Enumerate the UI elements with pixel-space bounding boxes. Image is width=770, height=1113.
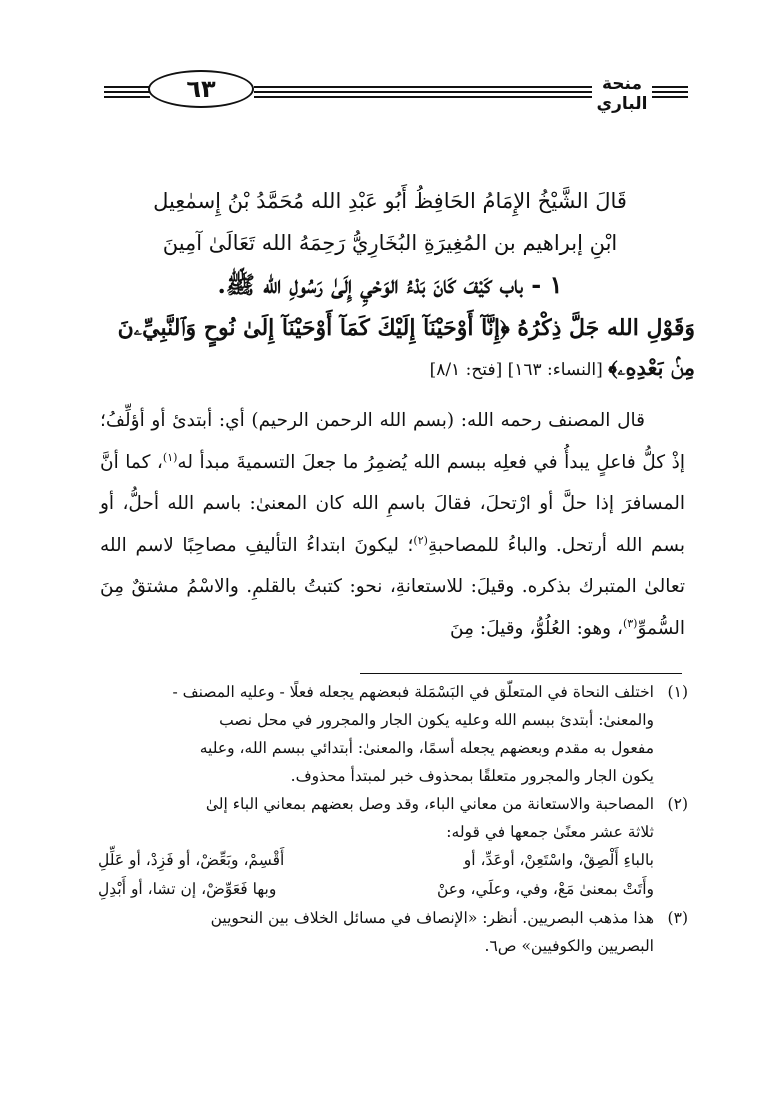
- header-rule: [650, 91, 688, 93]
- poem-hemistich: بالباءِ أَلْصِقْ، واسْتَعِنْ، أوعَدِّ، أو: [463, 851, 654, 869]
- footnote-ref-2[interactable]: (٢): [413, 533, 428, 547]
- header-rule: [104, 86, 150, 88]
- verse-citation: [النساء: ١٦٣] [فتح: ٨/١]: [429, 360, 603, 380]
- footnote-number: (١): [667, 683, 688, 701]
- quran-verse: [105, 308, 695, 390]
- body-text-segment: ، وهو: العُلُوُّ، وقيلَ: مِنَ: [450, 617, 623, 639]
- footnote-line: يكون الجار والمجرور متعلقًا بمحذوف خبر لمبتدأ محذوف.: [290, 767, 654, 785]
- body-text-segment: قال المصنف رحمه الله: (بسم الله الرحمن الرحيم) أي: أبتدئ أو أؤلِّفُ؛ إذْ كلُّ فاعلٍ يبدأُ في فعلِه ببسم الله يُضمِرُ ما جعلَ التسميةَ مبدأ له: [100, 410, 685, 473]
- intro-line-2: ابْنِ إبراهيم بن المُغِيرَةِ البُخَارِيُّ رَحِمَهُ الله تَعَالَىٰ آمِينَ: [162, 231, 618, 255]
- footnote-line: اختلف النحاة في المتعلّق في البَسْمَلة فبعضهم يجعله فعلًا - وعليه المصنف -: [172, 683, 654, 701]
- commentary-paragraph: [100, 400, 685, 649]
- header-rule: [650, 86, 688, 88]
- poem-row: [98, 875, 654, 904]
- footnote-line: ثلاثة عشر معنًىٰ جمعها في قوله:: [446, 823, 654, 841]
- footnote-line: مفعول به مقدم وبعضهم يجعله أسمًا، والمعنىٰ: أبتدائي ببسم الله، وعليه: [199, 739, 654, 757]
- footnotes: [98, 678, 688, 960]
- verse-line-2-quran: مِنۢ بَعْدِهِۦ﴾: [608, 355, 695, 380]
- body-text-segment: ؛ ليكونَ ابتداءُ التأليفِ مصاحِبًا لاسم الله تعالىٰ المتبرك بذكره. وقيلَ: للاستعانةِ، نحو: كتبتُ بالقلمِ. والاسْمُ مشتقٌ مِنَ السُّموِّ: [100, 534, 685, 639]
- header-rule: [650, 96, 688, 98]
- header-rule: [104, 91, 150, 93]
- footnote-line: المصاحبة والاستعانة من معاني الباء، وقد وصل بعضهم بمعاني الباء إلىٰ: [205, 795, 654, 813]
- poem-hemistich: وبها فَعَوِّضْ، إن تشا، أو أَبْدِلِ: [98, 880, 277, 898]
- poem-hemistich: وأَتَتْ بمعنىٰ مَعْ، وفي، وعلَي، وعنْ: [437, 880, 654, 898]
- footnote-line: والمعنىٰ: أبتدئ ببسم الله وعليه يكون الجار والمجرور في محل نصب: [219, 711, 654, 729]
- footnote-line: هذا مذهب البصريين. أنظر: «الإنصاف في مسائل الخلاف بين النحويين: [210, 909, 654, 927]
- header-rule: [254, 96, 594, 98]
- footnote-text: [98, 678, 654, 790]
- running-header: [104, 68, 688, 112]
- footnote-separator: [360, 673, 682, 674]
- footnote-ref-1[interactable]: (١): [162, 450, 178, 464]
- verse-line-2: [105, 348, 695, 390]
- footnote-number: (٣): [667, 909, 688, 927]
- body-text-segment: ، كما أنَّ المسافرَ إذا حلَّ أو ارْتحلَ، فقالَ باسمِ الله كان المعنىٰ: باسم الله أحلُّ، أو بسم الله أرتحل. والباءُ للمصاحبةِ: [100, 451, 685, 556]
- book-title: منحة الباري: [592, 74, 652, 114]
- footnote-2: [98, 790, 688, 846]
- page-number: ٦٣: [148, 70, 254, 108]
- footnote-text: [98, 790, 654, 846]
- chapter-heading: ١ - باب كَيْفَ كَانَ بَدْءُ الوَحْيِ إِلَىٰ رَسُولِ الله ﷺ.: [217, 270, 563, 299]
- footnote-1: [98, 678, 688, 790]
- footnote-text: [98, 904, 654, 960]
- verse-line-1: وَقَوْلِ الله جَلَّ ذِكْرُهُ ﴿إِنَّآ أَوْحَيْنَآ إِلَيْكَ كَمَآ أَوْحَيْنَآ إِلَىٰ نُوحٍ وَٱلنَّبِيِّۦنَ: [117, 315, 695, 341]
- poem-row: [98, 846, 654, 875]
- commentary-body: [100, 400, 685, 649]
- header-rule: [104, 96, 150, 98]
- poem-hemistich: أَقْسِمْ، وبَعِّضْ، أو فَزِدْ، أو عَلِّلِ: [98, 851, 285, 869]
- intro-line-1: قَالَ الشَّيْخُ الإِمَامُ الحَافِظُ أَبُو عَبْدِ الله مُحَمَّدُ بْنُ إِسمٰعِيل: [153, 189, 627, 213]
- header-rule: [254, 91, 594, 93]
- chapter-intro: [110, 180, 670, 264]
- header-rule: [254, 86, 594, 88]
- footnote-3: [98, 904, 688, 960]
- poem-verses: [98, 846, 654, 904]
- footnote-number: (٢): [667, 795, 688, 813]
- footnote-ref-3[interactable]: (٣): [622, 616, 638, 630]
- footnote-line: البصريين والكوفيين» ص٦.: [484, 937, 654, 955]
